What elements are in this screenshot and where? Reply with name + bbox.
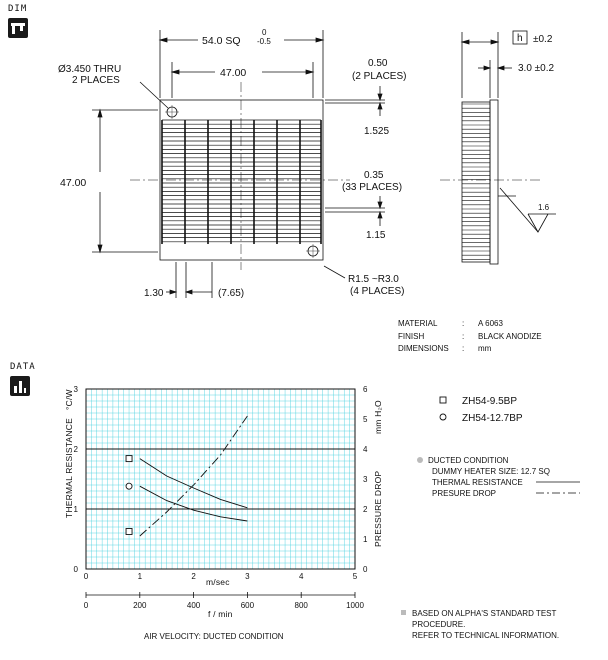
x-ms-tick-label: 1 xyxy=(137,572,143,581)
circle-series-marker xyxy=(126,483,132,489)
hole-places: 2 PLACES xyxy=(72,75,120,86)
y-left-tick-label: 1 xyxy=(73,505,78,514)
base-thickness: 3.0 ±0.2 xyxy=(518,63,555,74)
x-fpm-tick-label: 0 xyxy=(83,601,89,610)
fin-span-top: 47.00 xyxy=(220,67,247,79)
height-box: h xyxy=(517,33,523,44)
x-fpm-tick-label: 1000 xyxy=(346,601,364,610)
y-right-tick-label: 0 xyxy=(363,565,368,574)
condition-title: DUCTED CONDITION xyxy=(428,456,509,465)
heatsink-side-view-outline xyxy=(462,102,490,262)
x-ms-tick-label: 2 xyxy=(191,572,196,581)
x-fpm-tick-label: 400 xyxy=(186,601,201,610)
spec-sep: : xyxy=(462,319,465,328)
slot-top-places: (2 PLACES) xyxy=(352,71,407,82)
y-left-unit: °C/W xyxy=(64,389,74,410)
dim-width: 54.0 SQ xyxy=(202,35,241,47)
spec-sep: : xyxy=(462,344,465,353)
footnote-line-2: PROCEDURE. xyxy=(412,620,466,629)
y-right-tick-label: 5 xyxy=(363,415,368,424)
y-left-tick-label: 2 xyxy=(73,445,78,454)
legend-series-2: ZH54-12.7BP xyxy=(462,413,523,424)
dim-115: 1.15 xyxy=(366,230,386,241)
dim-765: (7.65) xyxy=(218,288,245,299)
fin-grid xyxy=(162,120,321,244)
x-top-label: m/sec xyxy=(206,577,230,587)
thermal-line-label: THERMAL RESISTANCE xyxy=(432,478,523,487)
data-section-label: DATA xyxy=(10,362,36,372)
heatsink-drawing xyxy=(0,0,608,328)
legend-series-1: ZH54-9.5BP xyxy=(462,396,518,407)
y-left-label: THERMAL RESISTANCE xyxy=(64,418,74,518)
spec-key: FINISH xyxy=(398,332,425,341)
footnote-line-1: BASED ON ALPHA'S STANDARD TEST xyxy=(412,609,557,618)
square-pressure-marker xyxy=(126,529,132,535)
x-ms-tick-label: 0 xyxy=(83,572,89,581)
square-marker-icon xyxy=(440,397,446,403)
spec-sep: : xyxy=(462,332,465,341)
slot-mid-places: (33 PLACES) xyxy=(342,182,403,193)
x-ms-tick-label: 3 xyxy=(245,572,250,581)
x-fpm-tick-label: 200 xyxy=(133,601,147,610)
y-left-tick-label: 3 xyxy=(73,385,78,394)
circle-marker-icon xyxy=(440,414,446,420)
thermal-pressure-chart xyxy=(0,370,608,660)
dim-section-label: DIM xyxy=(8,4,28,14)
tol-bottom: -0.5 xyxy=(257,37,271,46)
surface-finish-symbol xyxy=(528,214,548,232)
radius-callout: R1.5 ~R3.0 xyxy=(348,274,399,285)
spec-value: BLACK ANODIZE xyxy=(478,332,542,341)
x-ms-tick-label: 5 xyxy=(352,572,358,581)
tol-top: 0 xyxy=(262,28,267,37)
slot-mid: 0.35 xyxy=(364,170,384,181)
square-series-marker xyxy=(126,456,132,462)
radius-places: (4 PLACES) xyxy=(350,286,405,297)
bullet-icon xyxy=(417,457,423,463)
x-ms-tick-label: 4 xyxy=(298,572,304,581)
y-right-tick-label: 3 xyxy=(363,475,368,484)
y-right-tick-label: 2 xyxy=(363,505,368,514)
spec-value: mm xyxy=(478,344,492,353)
note-bullet-icon xyxy=(401,610,406,615)
slot-top: 0.50 xyxy=(368,58,388,69)
y-right-tick-label: 4 xyxy=(363,445,368,454)
spec-key: DIMENSIONS xyxy=(398,344,449,353)
y-right-tick-label: 6 xyxy=(363,385,368,394)
dim-1525: 1.525 xyxy=(364,126,390,137)
dim-130: 1.30 xyxy=(144,288,164,299)
hole-callout: Ø3.450 THRU xyxy=(58,64,122,75)
spec-key: MATERIAL xyxy=(398,319,438,328)
heater-size: DUMMY HEATER SIZE: 12.7 SQ xyxy=(432,467,550,476)
spec-value: A 6063 xyxy=(478,319,503,328)
fin-span-left: 47.00 xyxy=(60,177,87,189)
footnote-line-3: REFER TO TECHNICAL INFORMATION. xyxy=(412,631,560,640)
x-bottom-label: f / min xyxy=(208,609,233,619)
roughness-value: 1.6 xyxy=(538,203,550,212)
height-tolerance: ±0.2 xyxy=(533,34,553,45)
pressure-line-label: PRESURE DROP xyxy=(432,489,497,498)
x-fpm-tick-label: 800 xyxy=(294,601,308,610)
x-fpm-tick-label: 600 xyxy=(240,601,255,610)
chart-caption: AIR VELOCITY: DUCTED CONDITION xyxy=(144,632,284,641)
y-right-unit: mm H₂O xyxy=(373,400,383,434)
y-right-label: PRESSURE DROP xyxy=(373,470,383,547)
y-left-tick-label: 0 xyxy=(73,565,78,574)
y-right-tick-label: 1 xyxy=(363,535,368,544)
